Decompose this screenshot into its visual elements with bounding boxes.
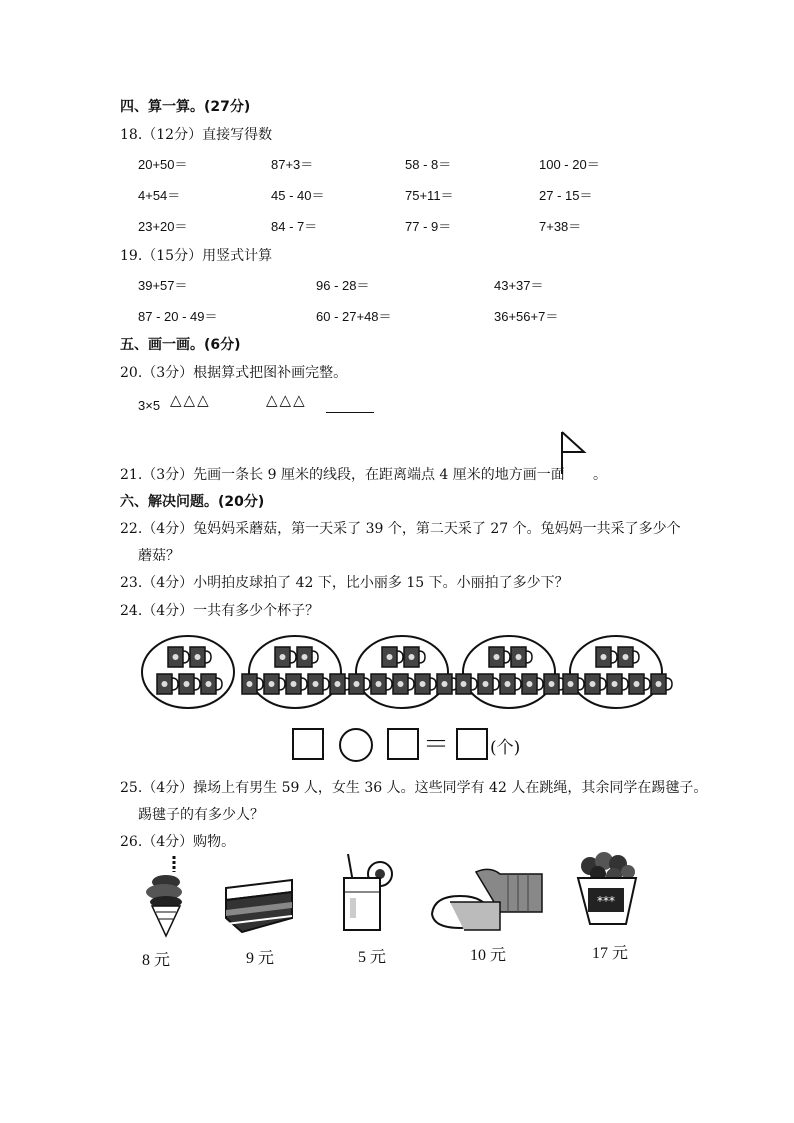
q22-label: 22.（4分）兔妈妈采蘑菇，第一天采了 39 个，第二天采了 27 个。兔妈妈一共采了多少个	[120, 521, 681, 537]
cup-icon	[437, 674, 458, 694]
plate	[463, 636, 555, 708]
q18-item: 75+11＝	[405, 188, 454, 203]
plate	[142, 636, 234, 708]
ice-cream-icon	[144, 856, 188, 938]
cup-icon	[651, 674, 672, 694]
price-popcorn: 17 元	[592, 945, 629, 962]
svg-text:***: ***	[597, 894, 615, 908]
q18-item: 77 - 9＝	[405, 219, 452, 234]
sandwich-icon	[222, 878, 296, 936]
q18-item: 84 - 7＝	[271, 219, 318, 234]
price-bread: 10 元	[470, 947, 507, 964]
price-sandwich: 9 元	[246, 950, 275, 967]
q18-item: 87+3＝	[271, 157, 314, 172]
section6-title: 六、解决问题。(20分)	[120, 494, 265, 510]
triangle-group-1: △△△	[170, 391, 211, 409]
q19-item: 87 - 20 - 49＝	[138, 309, 218, 324]
cup-icon	[544, 674, 565, 694]
q18-item: 27 - 15＝	[539, 188, 593, 203]
q18-item: 7+38＝	[539, 219, 582, 234]
q19-item: 39+57＝	[138, 278, 188, 293]
q18-item: 20+50＝	[138, 157, 188, 172]
q23-label: 23.（4分）小明拍皮球拍了 42 下，比小丽多 15 下。小丽拍了多少下？	[120, 575, 569, 591]
juice-icon	[340, 854, 400, 934]
price-ice-cream: 8 元	[142, 952, 171, 969]
q22-continuation: 蘑菇？	[138, 548, 180, 564]
section5-title: 五、画一画。(6分)	[120, 337, 241, 353]
q18-item: 4+54＝	[138, 188, 181, 203]
plate	[356, 636, 448, 708]
q20-label: 20.（3分）根据算式把图补画完整。	[120, 365, 348, 381]
popcorn-icon	[576, 852, 638, 928]
bread-icon	[430, 866, 548, 936]
q21-label: 21.（3分）先画一条长 9 厘米的线段，在距离端点 4 厘米的地方画一面	[120, 467, 565, 483]
q20-expression: 3×5	[138, 398, 161, 413]
answer-blank[interactable]	[326, 412, 374, 413]
q18-item: 100 - 20＝	[539, 157, 600, 172]
flag-icon	[558, 430, 590, 476]
q18-item: 45 - 40＝	[271, 188, 325, 203]
q18-item: 23+20＝	[138, 219, 188, 234]
price-juice: 5 元	[358, 949, 387, 966]
q25-continuation: 踢毽子的有多少人？	[138, 807, 264, 823]
cup-icon	[330, 674, 351, 694]
answer-box[interactable]	[292, 728, 324, 760]
q19-label: 19.（15分）用竖式计算	[120, 248, 273, 264]
q18-item: 58 - 8＝	[405, 157, 452, 172]
q26-label: 26.（4分）购物。	[120, 834, 236, 850]
q19-item: 96 - 28＝	[316, 278, 370, 293]
q18-label: 18.（12分）直接写得数	[120, 127, 273, 143]
q19-item: 43+37＝	[494, 278, 544, 293]
q19-item: 36+56+7＝	[494, 309, 559, 324]
answer-box[interactable]	[456, 728, 488, 760]
q24-label: 24.（4分）一共有多少个杯子？	[120, 603, 320, 619]
operator-circle[interactable]	[339, 728, 373, 762]
equals-sign: ＝	[423, 730, 450, 760]
q21-end: 。	[593, 467, 607, 483]
answer-box[interactable]	[387, 728, 419, 760]
unit-label: (个)	[490, 738, 521, 758]
section4-title: 四、算一算。(27分)	[120, 99, 251, 115]
q25-label: 25.（4分）操场上有男生 59 人，女生 36 人。这些同学有 42 人在跳绳，其余同学在踢毽子。	[120, 780, 708, 796]
q19-item: 60 - 27+48＝	[316, 309, 392, 324]
plate	[249, 636, 341, 708]
plate	[570, 636, 662, 708]
cup-plates	[140, 634, 662, 714]
triangle-group-2: △△△	[266, 391, 307, 409]
